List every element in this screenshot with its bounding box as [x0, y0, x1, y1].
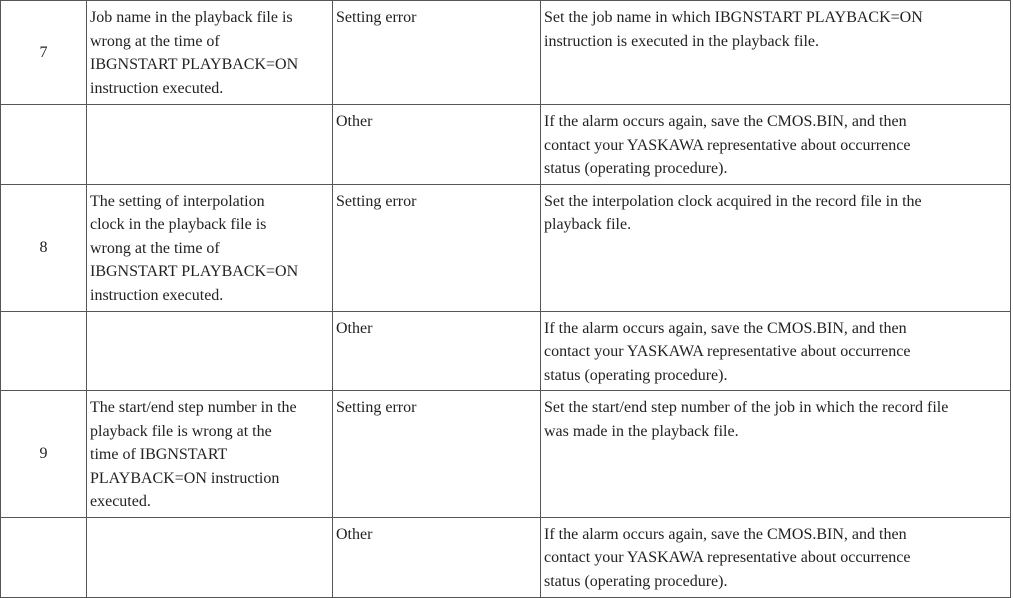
table-row	[1, 311, 1011, 391]
error-type-cell: Setting error	[333, 1, 541, 105]
remedy-cell: Set the interpolation clock acquired in the record file in the playback file.	[541, 184, 1011, 311]
table-row	[1, 184, 1011, 311]
error-type-cell: Other	[333, 105, 541, 185]
alarm-number-cell: 7	[1, 1, 87, 105]
cause-cell: Job name in the playback file is wrong at the time of IBGNSTART PLAYBACK=ON instruction executed.	[87, 1, 333, 105]
alarm-number-cell	[1, 517, 87, 597]
remedy-cell: If the alarm occurs again, save the CMOS.BIN, and then contact your YASKAWA representative about occurrence status (operating procedure).	[541, 105, 1011, 185]
alarm-number-cell: 8	[1, 184, 87, 311]
remedy-cell: If the alarm occurs again, save the CMOS.BIN, and then contact your YASKAWA representative about occurrence status (operating procedure).	[541, 311, 1011, 391]
remedy-cell: If the alarm occurs again, save the CMOS.BIN, and then contact your YASKAWA representative about occurrence status (operating procedure).	[541, 517, 1011, 597]
error-type-cell: Setting error	[333, 391, 541, 518]
error-type-cell: Other	[333, 517, 541, 597]
cause-cell	[87, 517, 333, 597]
alarm-number-cell	[1, 105, 87, 185]
remedy-cell: Set the job name in which IBGNSTART PLAYBACK=ON instruction is executed in the playback file.	[541, 1, 1011, 105]
error-type-cell: Other	[333, 311, 541, 391]
alarm-number-cell	[1, 311, 87, 391]
alarm-number-cell: 9	[1, 391, 87, 518]
cause-cell	[87, 311, 333, 391]
remedy-cell: Set the start/end step number of the job in which the record file was made in the playback file.	[541, 391, 1011, 518]
table-row	[1, 1, 1011, 105]
cause-cell	[87, 105, 333, 185]
table-row	[1, 391, 1011, 518]
error-type-cell: Setting error	[333, 184, 541, 311]
table-row	[1, 105, 1011, 185]
table-row	[1, 517, 1011, 597]
cause-cell: The setting of interpolation clock in the playback file is wrong at the time of IBGNSTART PLAYBACK=ON instruction executed.	[87, 184, 333, 311]
cause-cell: The start/end step number in the playback file is wrong at the time of IBGNSTART PLAYBACK=ON instruction executed.	[87, 391, 333, 518]
